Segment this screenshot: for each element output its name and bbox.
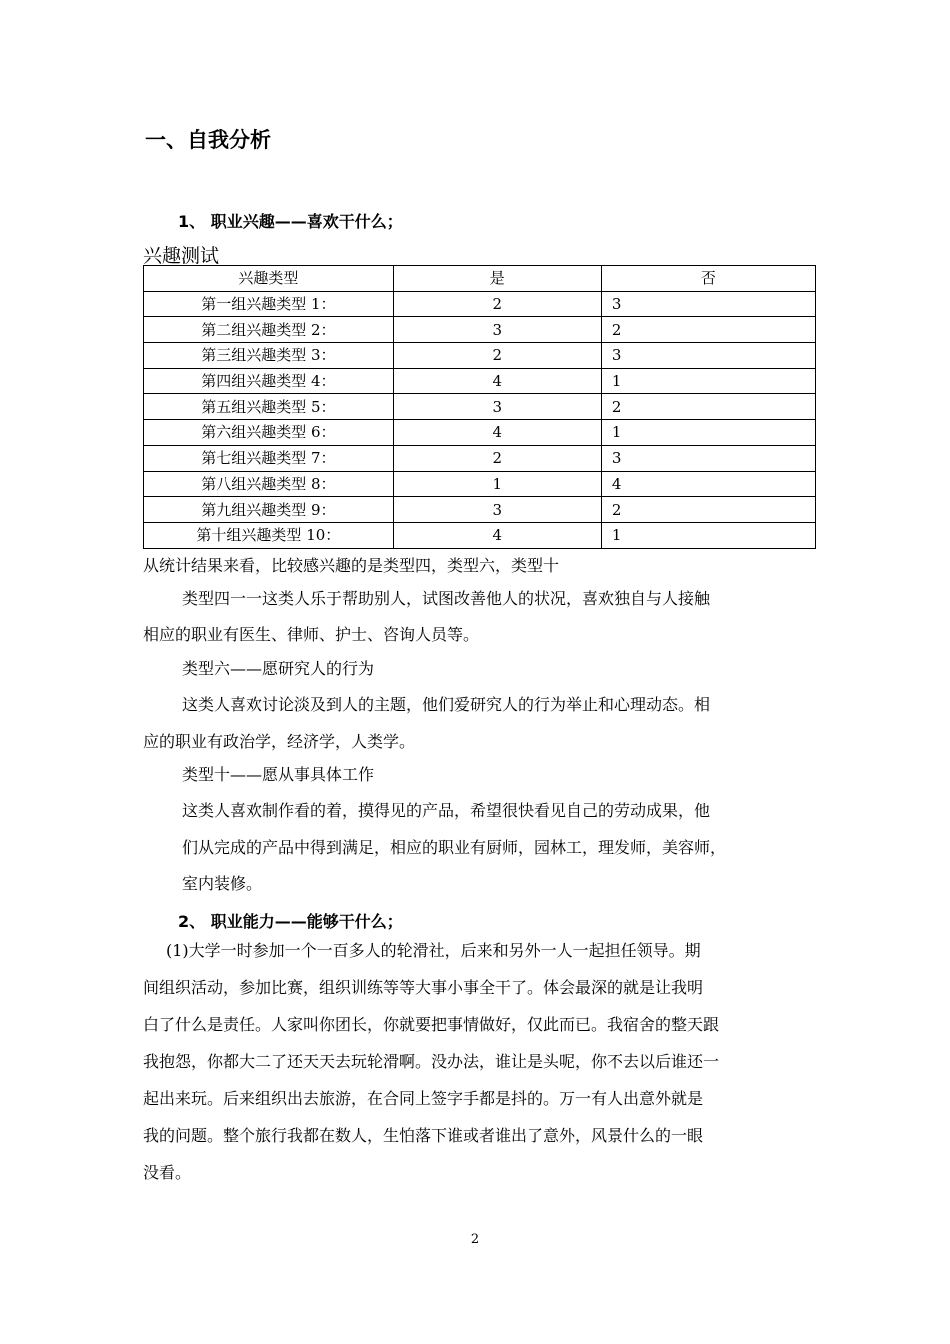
type6-line1: 这类人喜欢讨论淡及到人的主题，他们爱研究人的行为举止和心理动态。相 [182,695,711,714]
cell-type: 第二组兴趣类型 2： [144,317,394,343]
header-type: 兴趣类型 [144,266,394,292]
cell-type: 第九组兴趣类型 9： [144,497,394,523]
paragraph-line: 白了什么是责任。人家叫你团长，你就要把事情做好，仅此而已。我宿舍的整天跟 [143,1015,720,1034]
section1-title: 1、 职业兴趣——喜欢干什么； [178,212,403,231]
type6-line2: 应的职业有政治学，经济学，人类学。 [143,732,416,751]
table-row [144,394,816,420]
cell-yes: 2 [393,291,601,317]
type10-line3: 室内装修。 [182,874,263,893]
cell-yes: 1 [393,471,601,497]
table-header-row [144,266,816,292]
table-row [144,445,816,471]
cell-no: 3 [601,291,815,317]
type4-line2: 相应的职业有医生、律师、护士、咨询人员等。 [143,625,480,644]
cell-type: 第一组兴趣类型 1： [144,291,394,317]
cell-type: 第十组兴趣类型 10： [144,522,394,548]
cell-yes: 2 [393,343,601,369]
cell-type: 第五组兴趣类型 5： [144,394,394,420]
page-number: 2 [470,1232,480,1247]
interest-test-table [143,265,816,549]
table-row [144,317,816,343]
table-row [144,497,816,523]
cell-type: 第六组兴趣类型 6： [144,420,394,446]
section2-title: 2、 职业能力——能够干什么； [178,912,403,931]
table-row [144,368,816,394]
page-heading: 一、自我分析 [145,128,271,152]
type10-line2: 们从完成的产品中得到满足，相应的职业有厨师，园林工，理发师，美容师， [182,838,727,857]
cell-no: 3 [601,445,815,471]
cell-no: 1 [601,420,815,446]
cell-no: 2 [601,497,815,523]
table-row [144,291,816,317]
table-caption: 兴趣测试 [143,245,220,267]
header-yes: 是 [393,266,601,292]
cell-no: 1 [601,368,815,394]
cell-yes: 4 [393,368,601,394]
table-row [144,522,816,548]
paragraph-line: 没看。 [143,1163,192,1182]
paragraph-line: (1)大学一时参加一个一百多人的轮滑社，后来和另外一人一起担任领导。期 [166,941,701,960]
cell-no: 2 [601,394,815,420]
cell-no: 2 [601,317,815,343]
table-row [144,471,816,497]
paragraph-line: 我的问题。整个旅行我都在数人，生怕落下谁或者谁出了意外，风景什么的一眼 [143,1126,704,1145]
cell-yes: 3 [393,317,601,343]
paragraph-line: 我抱怨，你都大二了还天天去玩轮滑啊。没办法，谁让是头呢，你不去以后谁还一 [143,1052,720,1071]
paragraph-line: 起出来玩。后来组织出去旅游，在合同上签字手都是抖的。万一有人出意外就是 [143,1089,704,1108]
cell-type: 第七组兴趣类型 7： [144,445,394,471]
table-row [144,420,816,446]
header-no: 否 [601,266,815,292]
cell-no: 1 [601,522,815,548]
cell-type: 第八组兴趣类型 8： [144,471,394,497]
type6-title: 类型六——愿研究人的行为 [182,659,375,678]
paragraph-line: 间组织活动，参加比赛，组织训练等等大事小事全干了。体会最深的就是让我明 [143,978,704,997]
type4-line1: 类型四一一这类人乐于帮助别人，试图改善他人的状况，喜欢独自与人接触 [182,589,711,608]
type10-title: 类型十——愿从事具体工作 [182,765,375,784]
cell-no: 4 [601,471,815,497]
cell-type: 第四组兴趣类型 4： [144,368,394,394]
table-row [144,343,816,369]
summary-text: 从统计结果来看，比较感兴趣的是类型四，类型六，类型十 [143,556,560,575]
type10-line1: 这类人喜欢制作看的着，摸得见的产品，希望很快看见自己的劳动成果，他 [182,801,711,820]
cell-yes: 4 [393,522,601,548]
cell-yes: 2 [393,445,601,471]
cell-yes: 3 [393,497,601,523]
cell-no: 3 [601,343,815,369]
cell-type: 第三组兴趣类型 3： [144,343,394,369]
cell-yes: 4 [393,420,601,446]
cell-yes: 3 [393,394,601,420]
